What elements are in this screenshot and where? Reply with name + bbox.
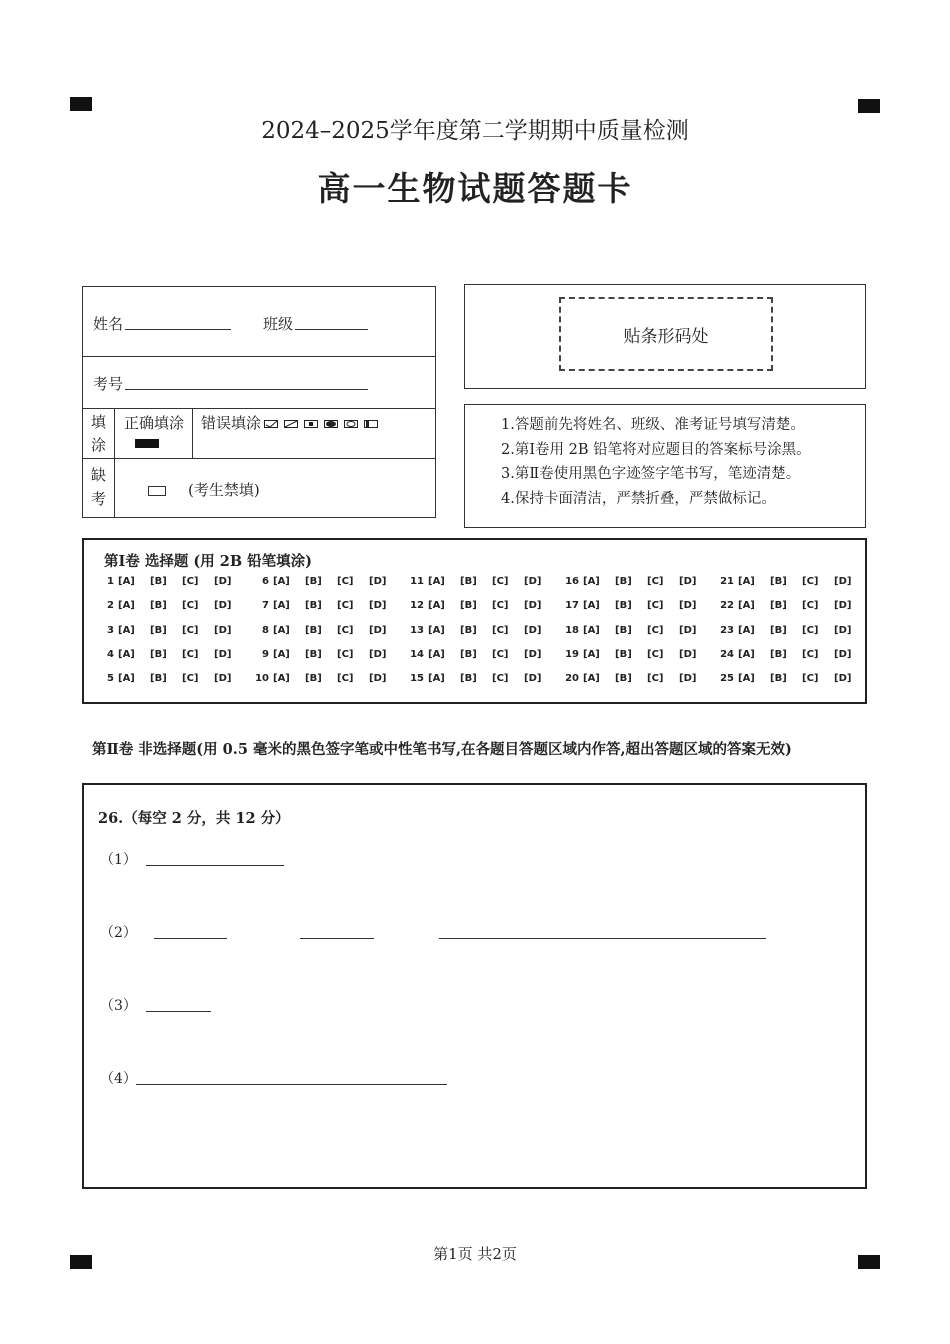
question-number: 17	[565, 600, 579, 612]
question-8	[251, 625, 406, 636]
option-bubble[interactable]: [D]	[214, 600, 232, 612]
class-field[interactable]	[295, 313, 368, 330]
option-bubble[interactable]: [D]	[524, 673, 542, 685]
question-number: 20	[565, 673, 579, 685]
option-bubble[interactable]: [A]	[583, 576, 600, 587]
option-bubble[interactable]: [B]	[150, 648, 167, 660]
option-bubble[interactable]: [A]	[738, 576, 755, 587]
option-bubble[interactable]: [B]	[305, 600, 322, 612]
option-bubble[interactable]: [A]	[428, 648, 445, 660]
option-bubble[interactable]: [C]	[647, 600, 664, 612]
note-4: 4.保持卡面清洁，严禁折叠，严禁做标记。	[501, 490, 776, 507]
option-bubble[interactable]: [C]	[182, 673, 199, 685]
option-bubble[interactable]: [C]	[337, 576, 354, 587]
question-26-answer-box	[82, 783, 867, 1189]
question-number: 25	[720, 673, 734, 685]
sub-2-label: （2）	[100, 925, 137, 941]
option-bubble[interactable]: [D]	[834, 576, 852, 587]
question-22	[716, 600, 871, 611]
question-15	[406, 673, 561, 684]
option-bubble[interactable]: [C]	[182, 648, 199, 660]
option-bubble[interactable]: [C]	[182, 576, 199, 587]
option-bubble[interactable]: [C]	[492, 673, 509, 685]
option-bubble[interactable]: [B]	[150, 576, 167, 587]
option-bubble[interactable]: [D]	[679, 576, 697, 587]
option-bubble[interactable]: [A]	[428, 576, 445, 587]
option-bubble[interactable]: [A]	[273, 624, 290, 636]
wrong-fill-label: 错误填涂	[201, 414, 262, 432]
wrong-mark-dot-icon	[304, 420, 318, 428]
option-bubble[interactable]: [D]	[524, 600, 542, 612]
option-bubble[interactable]: [A]	[428, 673, 445, 685]
question-number: 5	[107, 673, 114, 685]
absent-label-1: 缺	[90, 466, 106, 484]
answer-row	[96, 673, 871, 697]
question-number: 24	[720, 648, 734, 660]
question-18	[561, 625, 716, 636]
option-bubble[interactable]: [A]	[738, 673, 755, 685]
option-bubble[interactable]: [D]	[214, 673, 232, 685]
note-3: 3.第Ⅱ卷使用黑色字迹签字笔书写，笔迹清楚。	[501, 466, 801, 482]
option-bubble[interactable]: [B]	[305, 576, 322, 587]
question-number: 10	[255, 673, 269, 685]
option-bubble[interactable]: [D]	[369, 673, 387, 685]
question-number: 19	[565, 648, 579, 660]
option-bubble[interactable]: [A]	[118, 673, 135, 685]
question-number: 12	[410, 600, 424, 612]
option-bubble[interactable]: [A]	[738, 600, 755, 612]
option-bubble[interactable]: [D]	[679, 600, 697, 612]
sub-3-label: （3）	[100, 998, 137, 1014]
option-bubble[interactable]: [A]	[273, 648, 290, 660]
absent-checkbox[interactable]	[148, 486, 166, 496]
answer-line-3[interactable]	[146, 1011, 211, 1012]
option-bubble[interactable]: [D]	[524, 648, 542, 660]
question-16	[561, 576, 716, 587]
note-1: 1.答题前先将姓名、班级、准考证号填写清楚。	[501, 417, 805, 433]
sub-4-label: （4）	[100, 1071, 137, 1087]
option-bubble[interactable]: [C]	[802, 673, 819, 685]
option-bubble[interactable]: [A]	[583, 673, 600, 685]
sub-1-label: （1）	[100, 852, 137, 868]
question-number: 18	[565, 624, 579, 636]
answer-line-4[interactable]	[136, 1084, 447, 1085]
answer-line-2a[interactable]	[154, 938, 227, 939]
option-bubble[interactable]: [A]	[583, 600, 600, 612]
fill-label-1: 填	[90, 413, 106, 431]
option-bubble[interactable]: [B]	[460, 673, 477, 685]
registration-mark-top-left	[70, 97, 92, 111]
option-bubble[interactable]: [C]	[337, 648, 354, 660]
question-2	[96, 600, 251, 611]
card-title: 高一生物试题答题卡	[317, 169, 633, 208]
option-bubble[interactable]: [A]	[118, 648, 135, 660]
option-bubble[interactable]: [A]	[428, 600, 445, 612]
answer-row	[96, 600, 871, 624]
option-bubble[interactable]: [C]	[802, 624, 819, 636]
option-bubble[interactable]: [A]	[583, 624, 600, 636]
option-bubble[interactable]: [B]	[615, 648, 632, 660]
name-field[interactable]	[125, 313, 231, 330]
wrong-mark-slash-icon	[284, 420, 298, 428]
question-14	[406, 649, 561, 660]
question-19	[561, 649, 716, 660]
question-number: 2	[107, 600, 114, 612]
correct-fill-label: 正确填涂	[124, 414, 185, 432]
wrong-fill-example	[201, 412, 381, 433]
option-bubble[interactable]: [C]	[337, 600, 354, 612]
option-bubble[interactable]: [D]	[834, 624, 852, 636]
option-bubble[interactable]: [D]	[524, 624, 542, 636]
option-bubble[interactable]: [B]	[770, 624, 787, 636]
option-bubble[interactable]: [A]	[428, 624, 445, 636]
option-bubble[interactable]: [C]	[802, 648, 819, 660]
option-bubble[interactable]: [C]	[337, 624, 354, 636]
absent-row	[83, 459, 435, 519]
question-12	[406, 600, 561, 611]
question-11	[406, 576, 561, 587]
exam-title: 2024–2025学年度第二学期期中质量检测	[261, 118, 689, 144]
barcode-label: 贴条形码处	[623, 326, 709, 347]
option-bubble[interactable]: [C]	[647, 648, 664, 660]
option-bubble[interactable]: [D]	[214, 576, 232, 587]
question-number: 9	[262, 648, 269, 660]
barcode-area	[559, 297, 773, 371]
wrong-mark-circle-icon	[344, 420, 358, 428]
option-bubble[interactable]: [C]	[647, 624, 664, 636]
exam-no-field[interactable]	[125, 373, 368, 390]
question-number: 4	[107, 648, 114, 660]
answer-row	[96, 649, 871, 673]
question-number: 22	[720, 600, 734, 612]
question-5	[96, 673, 251, 684]
option-bubble[interactable]: [B]	[770, 673, 787, 685]
option-bubble[interactable]: [D]	[369, 600, 387, 612]
option-bubble[interactable]: [D]	[214, 624, 232, 636]
option-bubble[interactable]: [C]	[647, 576, 664, 587]
option-bubble[interactable]: [B]	[305, 624, 322, 636]
question-23	[716, 625, 871, 636]
name-label: 姓名	[93, 315, 124, 333]
barcode-box	[464, 284, 866, 389]
option-bubble[interactable]: [C]	[337, 673, 354, 685]
option-bubble[interactable]: [C]	[802, 576, 819, 587]
wrong-mark-check-icon	[264, 420, 278, 428]
registration-mark-top-right	[858, 99, 880, 113]
part2-title: 第Ⅱ卷 非选择题(用 0.5 毫米的黑色签字笔或中性笔书写,在各题目答题区域内作答,超出答题区域的答案无效)	[92, 741, 792, 758]
part1-header: 第Ⅰ卷 选择题 (用 2B 铅笔填涂)	[104, 553, 313, 570]
question-number: 3	[107, 624, 114, 636]
option-bubble[interactable]: [D]	[834, 673, 852, 685]
option-bubble[interactable]: [C]	[492, 648, 509, 660]
absent-note: (考生禁填)	[188, 481, 260, 499]
option-bubble[interactable]: [C]	[492, 576, 509, 587]
option-bubble[interactable]: [B]	[150, 673, 167, 685]
question-10	[251, 673, 406, 684]
question-6	[251, 576, 406, 587]
wrong-mark-oval-icon	[324, 420, 338, 428]
option-bubble[interactable]: [B]	[150, 600, 167, 612]
option-bubble[interactable]: [A]	[273, 576, 290, 587]
option-bubble[interactable]: [C]	[492, 600, 509, 612]
option-bubble[interactable]: [A]	[273, 600, 290, 612]
question-number: 14	[410, 648, 424, 660]
option-bubble[interactable]: [A]	[738, 624, 755, 636]
name-class-row	[83, 287, 435, 357]
student-info-box	[82, 286, 436, 518]
option-bubble[interactable]: [C]	[492, 624, 509, 636]
correct-fill-example	[135, 439, 159, 448]
question-number: 1	[107, 576, 114, 587]
fill-example-row	[83, 409, 435, 459]
option-bubble[interactable]: [A]	[273, 673, 290, 685]
option-bubble[interactable]: [D]	[369, 624, 387, 636]
option-bubble[interactable]: [C]	[802, 600, 819, 612]
exam-no-label: 考号	[93, 375, 124, 393]
page-number: 第1页 共2页	[433, 1245, 517, 1263]
answer-line-1[interactable]	[146, 865, 284, 866]
question-25	[716, 673, 871, 684]
option-bubble[interactable]: [D]	[369, 648, 387, 660]
question-26-header: 26.（每空 2 分，共 12 分）	[98, 810, 290, 827]
option-bubble[interactable]: [B]	[305, 673, 322, 685]
note-2: 2.第Ⅰ卷用 2B 铅笔将对应题目的答案标号涂黑。	[501, 441, 811, 458]
option-bubble[interactable]: [B]	[305, 648, 322, 660]
option-bubble[interactable]: [B]	[615, 624, 632, 636]
question-number: 11	[410, 576, 424, 587]
answer-line-2b[interactable]	[300, 938, 374, 939]
question-number: 16	[565, 576, 579, 587]
option-bubble[interactable]: [D]	[679, 648, 697, 660]
question-9	[251, 649, 406, 660]
option-bubble[interactable]: [D]	[524, 576, 542, 587]
option-bubble[interactable]: [A]	[118, 576, 135, 587]
option-bubble[interactable]: [B]	[615, 673, 632, 685]
answer-row	[96, 576, 871, 600]
question-4	[96, 649, 251, 660]
question-number: 7	[262, 600, 269, 612]
question-number: 8	[262, 624, 269, 636]
part1-choice-box	[82, 538, 867, 704]
option-bubble[interactable]: [A]	[583, 648, 600, 660]
class-label: 班级	[263, 315, 294, 333]
question-1	[96, 576, 251, 587]
option-bubble[interactable]: [D]	[834, 648, 852, 660]
option-bubble[interactable]: [D]	[214, 648, 232, 660]
option-bubble[interactable]: [B]	[460, 600, 477, 612]
option-bubble[interactable]: [B]	[770, 648, 787, 660]
question-24	[716, 649, 871, 660]
option-bubble[interactable]: [B]	[615, 600, 632, 612]
option-bubble[interactable]: [B]	[460, 576, 477, 587]
question-number: 6	[262, 576, 269, 587]
option-bubble[interactable]: [C]	[182, 624, 199, 636]
question-number: 21	[720, 576, 734, 587]
option-bubble[interactable]: [B]	[150, 624, 167, 636]
answer-row	[96, 625, 871, 649]
option-bubble[interactable]: [A]	[738, 648, 755, 660]
question-number: 23	[720, 624, 734, 636]
option-bubble[interactable]: [A]	[118, 600, 135, 612]
question-number: 13	[410, 624, 424, 636]
wrong-mark-half-icon	[364, 420, 378, 428]
option-bubble[interactable]: [D]	[369, 576, 387, 587]
answer-line-2c[interactable]	[439, 938, 766, 939]
option-bubble[interactable]: [D]	[834, 600, 852, 612]
instructions-box	[464, 404, 866, 528]
option-bubble[interactable]: [B]	[770, 600, 787, 612]
question-21	[716, 576, 871, 587]
option-bubble[interactable]: [B]	[770, 576, 787, 587]
question-20	[561, 673, 716, 684]
option-bubble[interactable]: [B]	[615, 576, 632, 587]
option-bubble[interactable]: [D]	[679, 673, 697, 685]
option-bubble[interactable]: [C]	[647, 673, 664, 685]
option-bubble[interactable]: [B]	[460, 648, 477, 660]
fill-label-2: 涂	[90, 436, 106, 454]
answer-grid	[96, 576, 871, 697]
exam-no-row	[83, 357, 435, 409]
question-number: 15	[410, 673, 424, 685]
option-bubble[interactable]: [A]	[118, 624, 135, 636]
question-17	[561, 600, 716, 611]
option-bubble[interactable]: [B]	[460, 624, 477, 636]
option-bubble[interactable]: [D]	[679, 624, 697, 636]
question-13	[406, 625, 561, 636]
question-7	[251, 600, 406, 611]
question-3	[96, 625, 251, 636]
option-bubble[interactable]: [C]	[182, 600, 199, 612]
absent-label-2: 考	[90, 490, 106, 508]
